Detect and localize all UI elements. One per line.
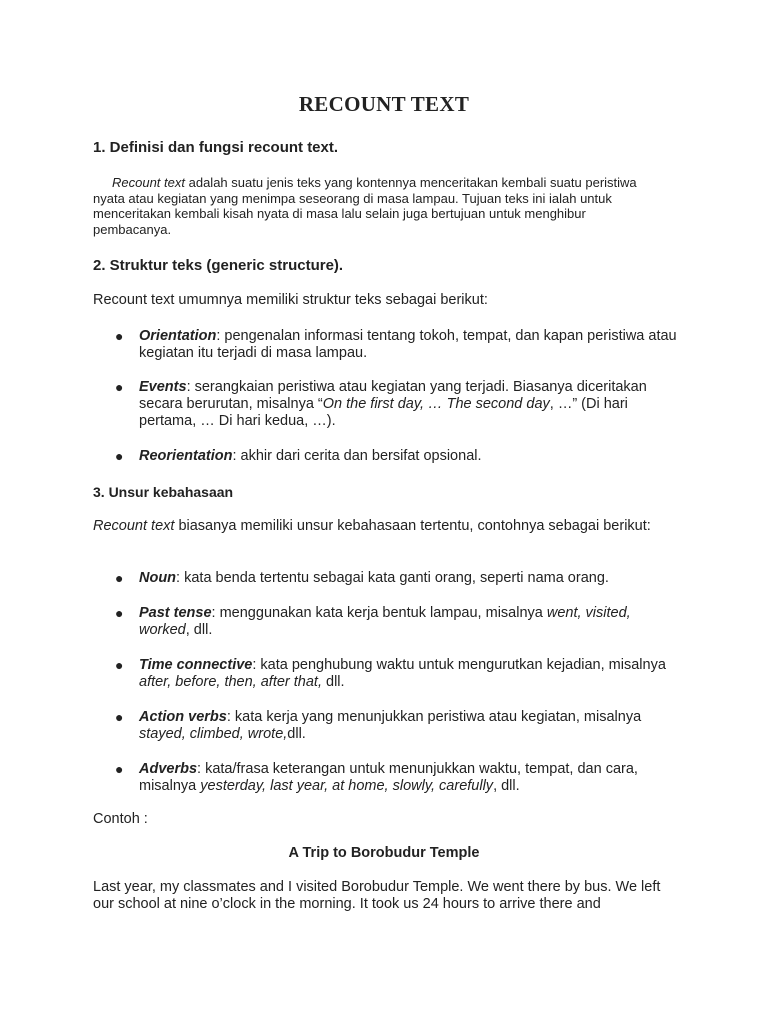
list-item	[115, 328, 679, 362]
list-term: Action verbs	[139, 709, 227, 725]
list-term: Time connective	[139, 657, 253, 673]
bullet-icon: ●	[115, 657, 124, 673]
list-text-italic: stayed, climbed, wrote,	[139, 726, 288, 742]
bullet-icon: ●	[115, 761, 124, 777]
bullet-icon: ●	[115, 570, 124, 586]
list-term: Orientation	[139, 328, 217, 344]
list-item	[115, 657, 679, 691]
section3-intro	[93, 518, 683, 535]
example-paragraph: Last year, my classmates and I visited Borobudur Temple. We went there by bus. We left our school at nine o’clock in the morning. It took us 24 hours to arrive there and	[93, 879, 661, 912]
bullet-icon: ●	[115, 328, 124, 344]
list-text-italic: after, before, then, after that,	[139, 674, 322, 690]
section1-heading: 1. Definisi dan fungsi recount text.	[93, 139, 339, 156]
list-text: : kata penghubung waktu untuk mengurutkan kejadian, misalnya	[252, 657, 666, 673]
list-text: : kata benda tertentu sebagai kata ganti orang, seperti nama orang.	[176, 570, 609, 586]
list-text-end: , dll.	[185, 622, 213, 638]
list-item	[115, 448, 679, 465]
list-text: : akhir dari cerita dan bersifat opsional.	[232, 448, 482, 464]
section3-intro-rest: biasanya memiliki unsur kebahasaan tertentu, contohnya sebagai berikut:	[174, 518, 651, 534]
list-text-end: dll.	[287, 726, 306, 742]
list-text-end: dll.	[321, 674, 345, 690]
bullet-icon: ●	[115, 379, 124, 395]
list-term: Adverbs	[139, 761, 198, 777]
example-label: Contoh :	[93, 811, 148, 827]
list-text-end: , …” (Di hari pertama, … Di hari kedua, …).	[139, 396, 628, 429]
list-term: Reorientation	[139, 448, 233, 464]
section1-para-rest: adalah suatu jenis teks yang kontennya menceritakan kembali suatu peristiwa nyata atau kegiatan yang menimpa seseorang di masa lampau. Tujuan teks ini ialah untuk menceritakan kembali kisah nyata di masa lalu selain juga bertujuan untuk menghibur pembacanya.	[93, 175, 637, 237]
list-item	[115, 570, 679, 587]
section2-heading: 2. Struktur teks (generic structure).	[93, 257, 344, 274]
list-item	[115, 605, 679, 639]
list-text-end: , dll.	[493, 778, 520, 794]
document-title: RECOUNT TEXT	[298, 92, 470, 116]
list-text: : menggunakan kata kerja bentuk lampau, misalnya	[211, 605, 547, 621]
section3-heading: 3. Unsur kebahasaan	[93, 484, 234, 500]
list-text: : kata/frasa keterangan untuk menunjukkan waktu, tempat, dan cara, misalnya	[139, 761, 638, 794]
list-term: Noun	[139, 570, 177, 586]
section2-intro: Recount text umumnya memiliki struktur teks sebagai berikut:	[93, 292, 488, 308]
bullet-icon: ●	[115, 709, 124, 725]
bullet-icon: ●	[115, 448, 124, 464]
section1-para-lead: Recount text	[112, 175, 185, 190]
section3-intro-lead: Recount text	[93, 518, 175, 534]
list-text: : serangkaian peristiwa atau kegiatan yang terjadi. Biasanya diceritakan secara berurutan, misalnya “	[139, 379, 647, 412]
list-term: Past tense	[139, 605, 212, 621]
list-item	[115, 709, 679, 743]
section1-paragraph	[93, 175, 663, 237]
list-term: Events	[139, 379, 187, 395]
list-text: : kata kerja yang menunjukkan peristiwa atau kegiatan, misalnya	[226, 709, 642, 725]
bullet-icon: ●	[115, 605, 124, 621]
list-text: : pengenalan informasi tentang tokoh, tempat, dan kapan peristiwa atau kegiatan itu terjadi di masa lampau.	[139, 328, 677, 361]
list-text-italic: went, visited, worked	[139, 605, 631, 638]
example-title: A Trip to Borobudur Temple	[288, 845, 480, 861]
list-text-italic: yesterday, last year, at home, slowly, carefully	[200, 778, 494, 794]
list-item	[115, 379, 679, 430]
list-item	[115, 761, 679, 795]
list-text-italic: On the first day, … The second day	[322, 396, 550, 412]
